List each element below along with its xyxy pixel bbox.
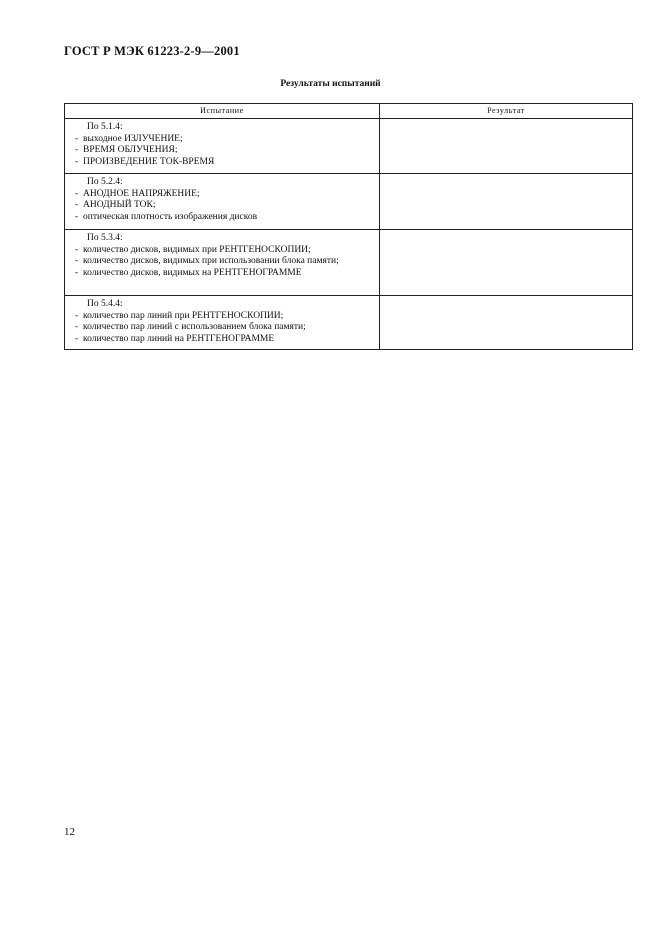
document-id-header: ГОСТ Р МЭК 61223-2-9—2001 (64, 44, 240, 58)
test-item: - ВРЕМЯ ОБЛУЧЕНИЯ; (69, 145, 373, 157)
table-row (65, 174, 633, 230)
test-item: - количество дисков, видимых при использовании блока памяти; (69, 256, 373, 268)
test-item: - количество пар линий с использованием блока памяти; (69, 322, 373, 334)
test-item: - АНОДНОЕ НАПРЯЖЕНИЕ; (69, 189, 373, 201)
test-item: - количество дисков, видимых при РЕНТГЕНОСКОПИИ; (69, 245, 373, 257)
test-item: - количество пар линий на РЕНТГЕНОГРАММЕ (69, 334, 373, 346)
result-cell (380, 296, 633, 350)
table-title: Результаты испытаний (280, 79, 381, 89)
test-cell (65, 296, 380, 350)
test-cell (65, 230, 380, 296)
test-cell (65, 174, 380, 230)
result-cell (380, 174, 633, 230)
test-item: - ПРОИЗВЕДЕНИЕ ТОК-ВРЕМЯ (69, 157, 373, 169)
test-item: - количество дисков, видимых на РЕНТГЕНОГРАММЕ (69, 268, 373, 280)
test-item: - количество пар линий при РЕНТГЕНОСКОПИИ; (69, 311, 373, 323)
test-item: - выходное ИЗЛУЧЕНИЕ; (69, 134, 373, 146)
result-cell (380, 230, 633, 296)
table-row (65, 296, 633, 350)
test-item: - АНОДНЫЙ ТОК; (69, 200, 373, 212)
clause-reference: По 5.1.4: (87, 122, 123, 132)
test-item: - оптическая плотность изображения дисков (69, 212, 373, 224)
clause-reference: По 5.3.4: (87, 233, 123, 243)
column-header-result: Результат (380, 104, 633, 119)
column-header-test: Испытание (65, 104, 380, 119)
table-header-row (65, 104, 633, 119)
clause-reference: По 5.4.4: (87, 299, 123, 309)
results-table (64, 103, 633, 350)
clause-reference: По 5.2.4: (87, 177, 123, 187)
page-number: 12 (64, 826, 75, 838)
table-row (65, 119, 633, 174)
result-cell (380, 119, 633, 174)
test-cell (65, 119, 380, 174)
table-row (65, 230, 633, 296)
